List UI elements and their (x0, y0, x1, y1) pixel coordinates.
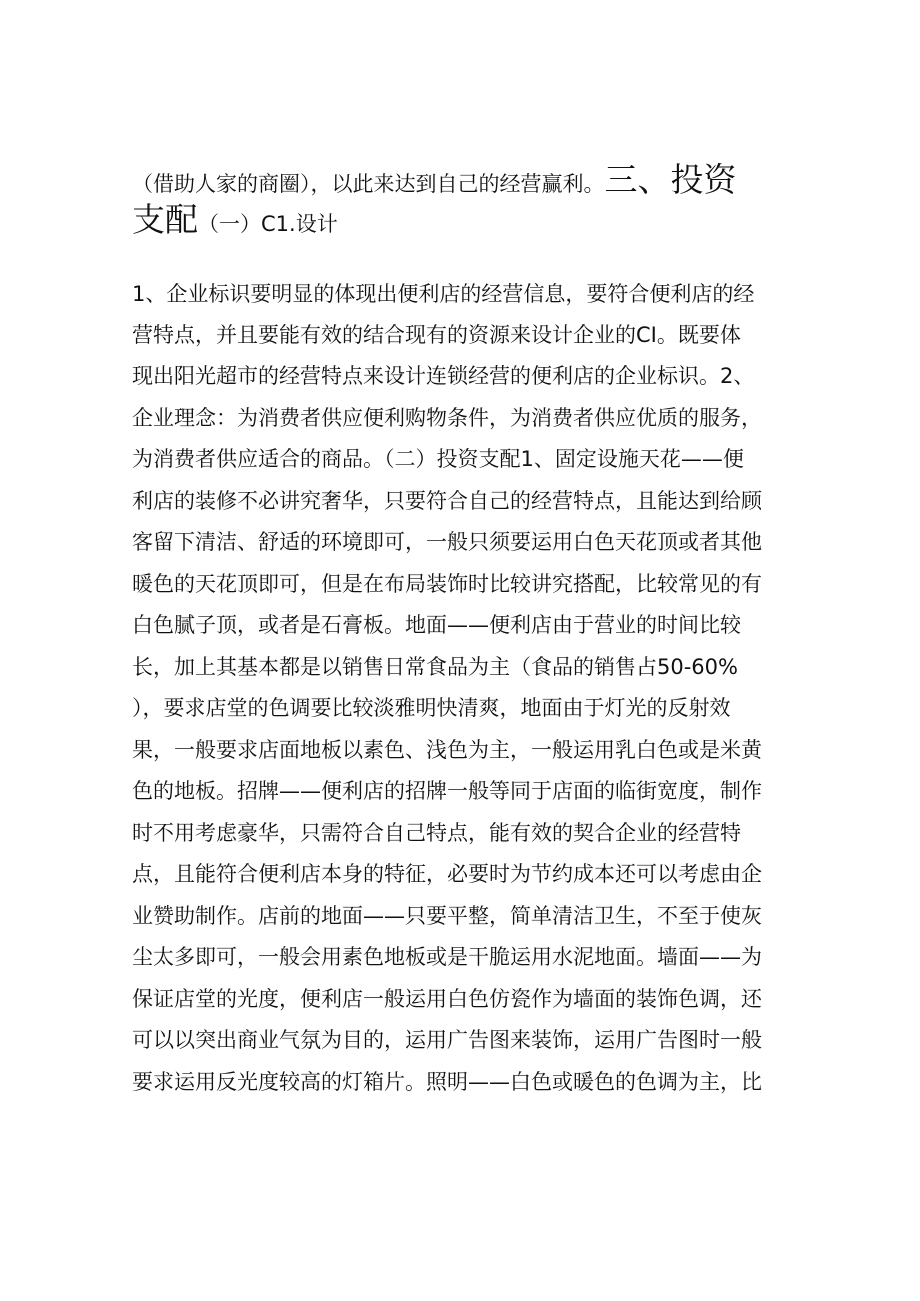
paragraph-line: 果，一般要求店面地板以素色、浅色为主，一般运用乳白色或是米黄 (132, 738, 762, 762)
paragraph-line: 1、企业标识要明显的体现出便利店的经营信息，要符合便利店的经 (132, 282, 755, 306)
paragraph-line: 白色腻子顶，或者是石膏板。地面——便利店由于营业的时间比较 (132, 613, 741, 637)
paragraph-line: 保证店堂的光度，便利店一般运用白色仿瓷作为墙面的装饰色调，还 (132, 987, 762, 1011)
paragraph-line: 营特点，并且要能有效的结合现有的资源来设计企业的CI。既要体 (132, 323, 741, 347)
paragraph-line: 色的地板。招牌——便利店的招牌一般等同于店面的临街宽度，制作 (132, 779, 762, 803)
paragraph-line: 要求运用反光度较高的灯箱片。照明——白色或暖色的色调为主，比 (132, 1070, 762, 1094)
paragraph-line: 尘太多即可，一般会用素色地板或是干脆运用水泥地面。墙面——为 (132, 945, 762, 969)
paragraph-line: 点，且能符合便利店本身的特征，必要时为节约成本还可以考虑由企 (132, 862, 762, 886)
paragraph-line: 为消费者供应适合的商品。（二）投资支配1、固定设施天花——便 (132, 447, 744, 471)
paragraph-line: 客留下清洁、舒适的环境即可，一般只须要运用白色天花顶或者其他 (132, 530, 762, 554)
paragraph-line: 利店的装修不必讲究奢华，只要符合自己的经营特点，且能达到给顾 (132, 489, 762, 513)
section-heading-3: 三、投资 (604, 160, 737, 199)
section-heading-3-cont: 支配 (132, 200, 198, 239)
text-line-1-part-a: （借助人家的商圈），以此来达到自己的经营赢利。 (132, 172, 605, 196)
text-line-2 (132, 200, 338, 239)
paragraph-line: 企业理念：为消费者供应便利购物条件，为消费者供应优质的服务， (132, 406, 762, 430)
paragraph-line: 现出阳光超市的经营特点来设计连锁经营的便利店的企业标识。2、 (132, 364, 755, 388)
paragraph-line: 可以以突出商业气氛为目的，运用广告图来装饰，运用广告图时一般 (132, 1028, 762, 1052)
paragraph-line: 暖色的天花顶即可，但是在布局装饰时比较讲究搭配，比较常见的有 (132, 572, 762, 596)
text-line-1 (132, 160, 737, 199)
paragraph-line: ），要求店堂的色调要比较淡雅明快清爽，地面由于灯光的反射效 (132, 696, 731, 720)
subsection-ci-design: （一）C1.设计 (198, 212, 338, 236)
paragraph-line: 长，加上其基本都是以销售日常食品为主（食品的销售占50-60% (132, 655, 738, 679)
paragraph-line: 时不用考虑豪华，只需符合自己特点，能有效的契合企业的经营特 (132, 821, 741, 845)
paragraph-line: 业赞助制作。店前的地面——只要平整，简单清洁卫生，不至于使灰 (132, 904, 762, 928)
